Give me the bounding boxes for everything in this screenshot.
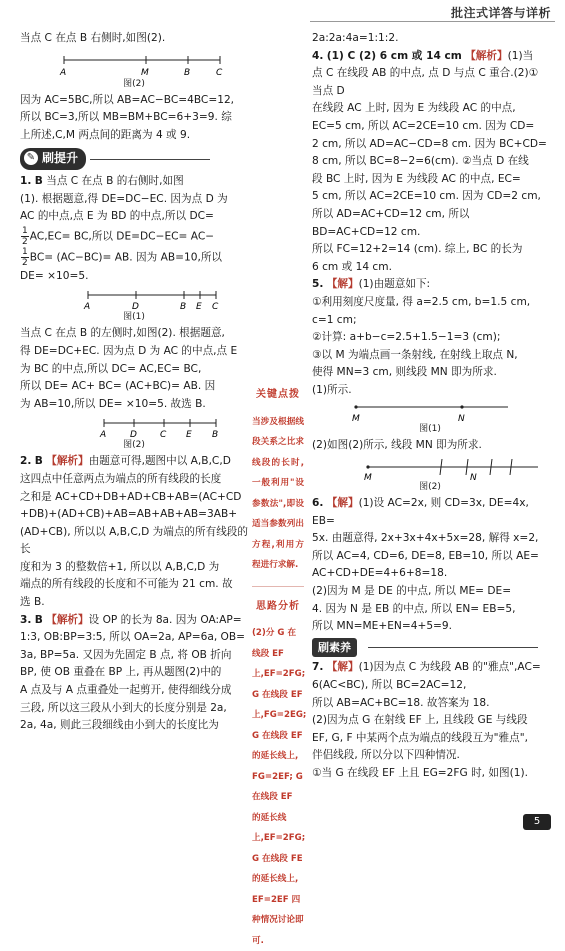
q3-line: 3a, BP=5a. 又因为先固定 B 点, 将 OB 折向 [20,648,232,661]
figure-caption: 图(1) [419,424,441,435]
analysis-tag: 【解析】 [46,613,89,626]
fig-label-N: N [470,473,477,482]
q1-line: 当点 C 在点 B 的左侧时,如图(2). 根据题意, [20,327,225,340]
solution-tag: 【解】 [326,278,359,291]
q3-line: 设 OP 的长为 8a. 因为 OA:AP= [88,613,242,626]
q6-line: AC+CD+DE=4+6+8=18. [312,567,448,580]
intro-line: 上所述,C,M 两点间的距离为 4 或 9. [20,128,191,141]
header-title: 批注式详答与详析 [450,6,551,20]
solution-tag: 【解】 [326,661,359,674]
right-column [312,30,548,783]
analysis-tag: 【解析】 [46,455,89,468]
q3-line: A 点及与 A 点重叠处一起剪开, 使得细线分成 [20,684,232,697]
figure-segment-q1-2 [20,413,248,439]
question-number: 3. [20,613,32,626]
fig-label-N: N [458,414,465,424]
q7-line: EF, G, F 中某两个点为端点的线段互为"雅点", [312,731,528,744]
fraction: $\frac{1}{2}$ [22,225,28,247]
section-title: 刷提升 [42,151,79,166]
fraction: $\frac{1}{2}$ [22,246,28,268]
q7-line: 所以 AB=AC+BC=18. 故答案为 18. [312,696,490,709]
question-2-first-line [20,453,248,471]
figure-caption: 图(2) [123,78,145,89]
fig-label-M: M [364,473,372,482]
q3-line: BP, 使 OB 重叠在 BP 上, 再从题图(2)中的 [20,666,222,679]
q6-line: 所以 AC=4, CD=6, DE=8, EB=10, 所以 AE= [312,549,539,562]
solution-tag: 【解】 [326,497,359,510]
q2-line: 之和是 AC+CD+DB+AD+CB+AB=(AC+CD [20,490,242,503]
q5-line: c=1 cm; [312,313,357,326]
section-rule [90,159,210,160]
q6-line: 所以 MN=ME+EN=4+5=9. [312,620,453,633]
q7-line: 伴侣线段, 所以分以下四种情况. [312,749,460,762]
section-header-row-2 [312,638,548,658]
section-badge-brush-up [20,148,86,170]
q5-line: ②计算: a+b−c=2.5+1.5−1=3 (cm); [312,331,501,344]
fig-label-E: E [186,430,192,440]
q3-line: 2a, 4a, 则此三段细线由小到大的长度比为 [20,719,219,732]
fig-label-A: A [60,67,67,78]
figure-segment-left-2 [20,48,248,78]
q1-line: AC 的中点,点 E 为 BD 的中点,所以 DC= [20,210,214,223]
q1-line: 为 AB=10,所以 DE= ×10=5. 故选 B. [20,397,206,410]
q4-line: 2 cm, 所以 AD=AC−CD=8 cm. 因为 BC+CD= [312,137,547,150]
q2-line: 度和为 3 的整数倍+1, 所以以 A,B,C,D 为 [20,560,220,573]
figure-caption: 图(2) [123,440,145,451]
q2-line: 选 B. [20,596,45,609]
q4-line: 点 C 在线段 AB 的中点, 点 D 与点 C 重合.(2)①当点 D [312,67,539,97]
question-number: 6. [312,497,324,510]
q3-line: 1:3, OB:BP=3:5, 所以 OA=2a, AP=6a, OB= [20,631,246,644]
analysis-tag: 【解析】 [465,49,508,62]
fig-label-D: D [132,302,139,312]
q1-line-with-fractions: $\frac{1}{2}$ AC,EC= BC,所以 DE=DC−EC= AC− [22,225,215,247]
q1-line: 当点 C 在点 B 的右侧时,如图 [46,174,184,187]
intro-line: 所以 BC=3,所以 MB=BM+BC=6+3=9. 综 [20,111,232,124]
note-title-key-tip: 关键点拨 [256,389,300,400]
fig-label-A: A [100,430,107,440]
q2-line: 端点的所有线段的长度和不可能为 21 cm. 故 [20,578,233,591]
answer-text: (1) C (2) 6 cm 或 14 cm [326,49,462,62]
question-number: 2. [20,455,32,468]
pencil-icon: ✎ [24,151,38,165]
q4-line: 在线段 AC 上时, 因为 E 为线段 AC 的中点, [312,102,516,115]
fig-label-M: M [352,414,360,424]
intro-line: 因为 AC=5BC,所以 AB=AC−BC=4BC=12, [20,93,235,106]
question-3-first-line [20,612,248,630]
q4-line: 6 cm 或 14 cm. [312,260,392,273]
fig-label-E: E [196,302,202,312]
q1-line-with-fractions: $\frac{1}{2}$ BC= (AC−BC)= AB. 因为 AB=10,所以 [22,246,223,268]
q5-line: ①利用刻度尺度量, 得 a=2.5 cm, b=1.5 cm, [312,295,531,308]
q5-line: 使得 MN=3 cm, 则线段 MN 即为所求. [312,366,497,379]
fig-label-D: D [130,430,137,440]
q2-line: +DB)+(AD+CB)+AB=AB+AB+AB=3AB+ [20,508,238,521]
q7-line: (2)因为点 G 在射线 EF 上, 且线段 GE 与线段 [312,714,528,727]
question-1-first-line [20,173,248,191]
q6-line-with-fraction: 4. 因为 N 是 EB 的中点, 所以 EN= EB=5, [312,602,516,615]
fig-label-A: A [84,302,91,312]
question-number: 4. [312,49,324,62]
note-thinking-text: (2)分 G 在线段 EF 上,EF=2FG; G 在线段 EF 上,FG=2EG; G 在线段 EF 的延长线上, FG=2EF; G 在线段 EF 的延长线上,EF=2FG; G 在线段 FE 的延长线上, EF=2EF 四种情况讨论即可. [252,628,307,946]
question-6-first-line: 6. 【解】(1)设 AC=2x, 则 CD=3x, DE=4x, EB= [312,497,529,527]
figure-segment-q1-1 [20,285,248,311]
q1-line-with-fractions: DE= ×10=5. [20,269,89,282]
figure-segment-q5-2 [312,455,548,481]
fig-label-C: C [212,302,219,312]
q6-line-with-fraction: (2)因为 M 是 DE 的中点, 所以 ME= DE= [312,585,512,598]
q4-line: 5 cm, 所以 AC=2CE=10 cm. 因为 CD=2 cm, [312,190,541,203]
answer-choice: B [34,613,43,626]
q4-line: 段 BC 上时, 因为 E 为线段 AC 的中点, EC= [312,172,521,185]
note-title-thinking: 思路分析 [256,600,300,612]
question-number: 7. [312,661,324,674]
q3-line: 三段, 所以这三段从小到大的长度分别是 2a, [20,701,227,714]
q3-continuation: 2a:2a:4a=1:1:2. [312,32,399,44]
q7-line: 6(AC<BC), 所以 BC=2AC=12, [312,679,467,691]
header-rule [310,21,555,22]
q7-line: ①当 G 在线段 EF 上且 EG=2FG 时, 如图(1). [312,766,528,779]
note-key-tip-text: 当涉及根据线段关系之比求线段的长时,一般利用"设参数法",即设适当参数列出方程,利用方程进行求解. [252,416,304,570]
answer-choice: B [34,455,43,468]
fig-label-C: C [160,430,167,440]
question-5-first-line: 5. 【解】(1)由题意如下: [312,278,431,291]
fig-label-B: B [184,67,191,78]
note-divider [252,586,304,587]
margin-notes [252,385,307,951]
q2-line: 由题意可得,题图中以 A,B,C,D [88,455,231,468]
figure-caption: 图(1) [123,312,145,323]
q2-line: 这四点中任意两点为端点的所有线段的长度 [20,472,222,485]
figure-caption: 图(2) [419,482,441,493]
fig-label-B: B [212,430,219,440]
q5-line: (1)所示. [312,383,352,396]
q4-line: 所以 AD=AC+CD=12 cm, 所以 BD=AC+CD=12 cm. [312,207,470,238]
question-number: 5. [312,278,324,291]
question-7-first-line: 7. 【解】(1)因为点 C 为线段 AB 的"雅点",AC= [312,661,541,674]
q4-line: 8 cm, 所以 BC=8−2=6(cm). ②当点 D 在线 [312,155,529,168]
fig-label-B: B [180,302,187,312]
q1-line: (1). 根据题意,得 DE=DC−EC. 因为点 D 为 [20,192,228,205]
q5-line: (2)如图(2)所示, 线段 MN 即为所求. [312,439,482,452]
question-4-first-line: 4. (1) C (2) 6 cm 或 14 cm 【解析】(1)当 [312,49,534,62]
q1-line: 为 BC 的中点,所以 DC= AC,EC= BC, [20,362,202,375]
q4-line: EC=5 cm, 所以 AC=2CE=10 cm. 因为 CD= [312,119,535,132]
page-number: 5 [523,814,551,830]
q1-line: 得 DE=DC+EC. 因为点 D 为 AC 的中点,点 E [20,344,238,357]
fig-label-C: C [216,67,223,78]
q2-line: (AD+CB), 所以以 A,B,C,D 为端点的所有线段的长 [20,525,248,556]
q1-line: 所以 DE= AC+ BC= (AC+BC)= AB. 因 [20,380,216,393]
section-rule [368,647,538,648]
q6-line: 5x. 由题意得, 2x+3x+4x+5x=28, 解得 x=2, [312,532,539,545]
section-header-row [20,146,248,173]
intro-line: 当点 C 在点 B 右侧时,如图(2). [20,32,166,44]
q5-line: ③以 M 为端点画一条射线, 在射线上取点 N, [312,348,518,361]
fig-label-M: M [141,67,149,78]
left-column [20,30,248,735]
q4-line: 所以 FC=12+2=14 (cm). 综上, BC 的长为 [312,243,523,256]
question-number: 1. [20,174,32,187]
section-badge-literacy: 刷素养 [312,638,357,658]
figure-segment-q5-1 [312,399,548,423]
answer-choice: B [34,174,43,187]
